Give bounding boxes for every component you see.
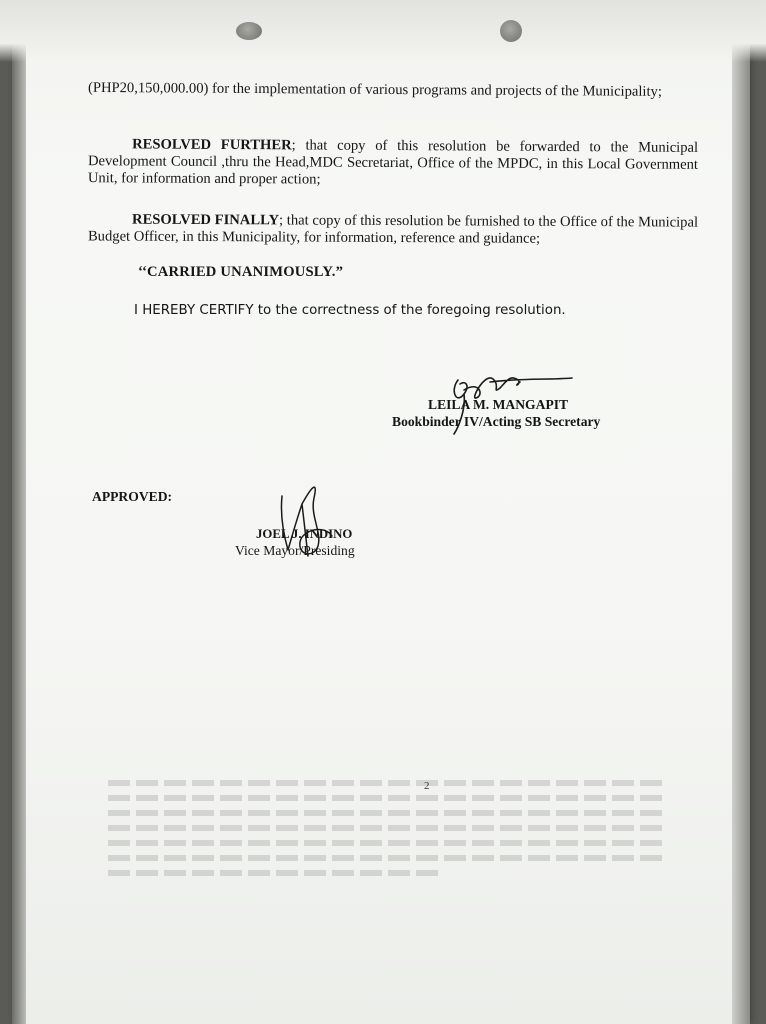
approved-label: APPROVED: [92,489,173,504]
vice-mayor-name: JOEL J. INDINO [256,527,353,541]
paragraph-resolved-further [88,136,698,191]
ghost-line [108,780,668,786]
page-right-edge [732,0,750,1024]
page-mark: 2 [424,780,430,792]
ghost-line [108,795,668,801]
torn-top-strip [0,0,766,62]
certification-statement: I HEREBY CERTIFY to the correctness of the foregoing resolution. [134,303,566,318]
resolved-finally-body: ; that copy of this resolution be furnished to the Office of the Municipal Budget Officer, in this Municipality, for information, reference and guidance; [87,212,699,247]
punch-hole-right [500,20,522,42]
carried-unanimously: ‘‘CARRIED UNANIMOUSLY.” [138,264,344,280]
paragraph-amount: (PHP20,150,000.00) for the implementation of various programs and projects of the Municipality; [87,79,662,100]
ghost-line [108,840,668,846]
punch-hole-left [236,22,262,40]
ghost-line [108,870,444,876]
secretary-name: LEILA M. MANGAPIT [428,397,569,412]
vice-mayor-signature [262,476,352,566]
secretary-signature [420,350,580,440]
resolved-finally-lead: RESOLVED FINALLY [132,211,280,229]
ghost-line [108,810,668,816]
paragraph-resolved-finally [88,211,698,248]
page-left-shadow [12,0,26,1024]
ghost-line [108,855,668,861]
secretary-title: Bookbinder IV/Acting SB Secretary [392,414,601,429]
ghost-line [108,825,668,831]
vice-mayor-title: Vice Mayor/Presiding [235,543,355,558]
bleed-through-text [108,780,668,885]
resolved-further-body: ; that copy of this resolution be forwarded to the Municipal Development Council ,thru the Head,MDC Secretariat, Office of the MPDC, in this Local Government Unit, for information and proper action; [87,137,699,188]
resolved-further-lead: RESOLVED FURTHER [132,136,292,154]
